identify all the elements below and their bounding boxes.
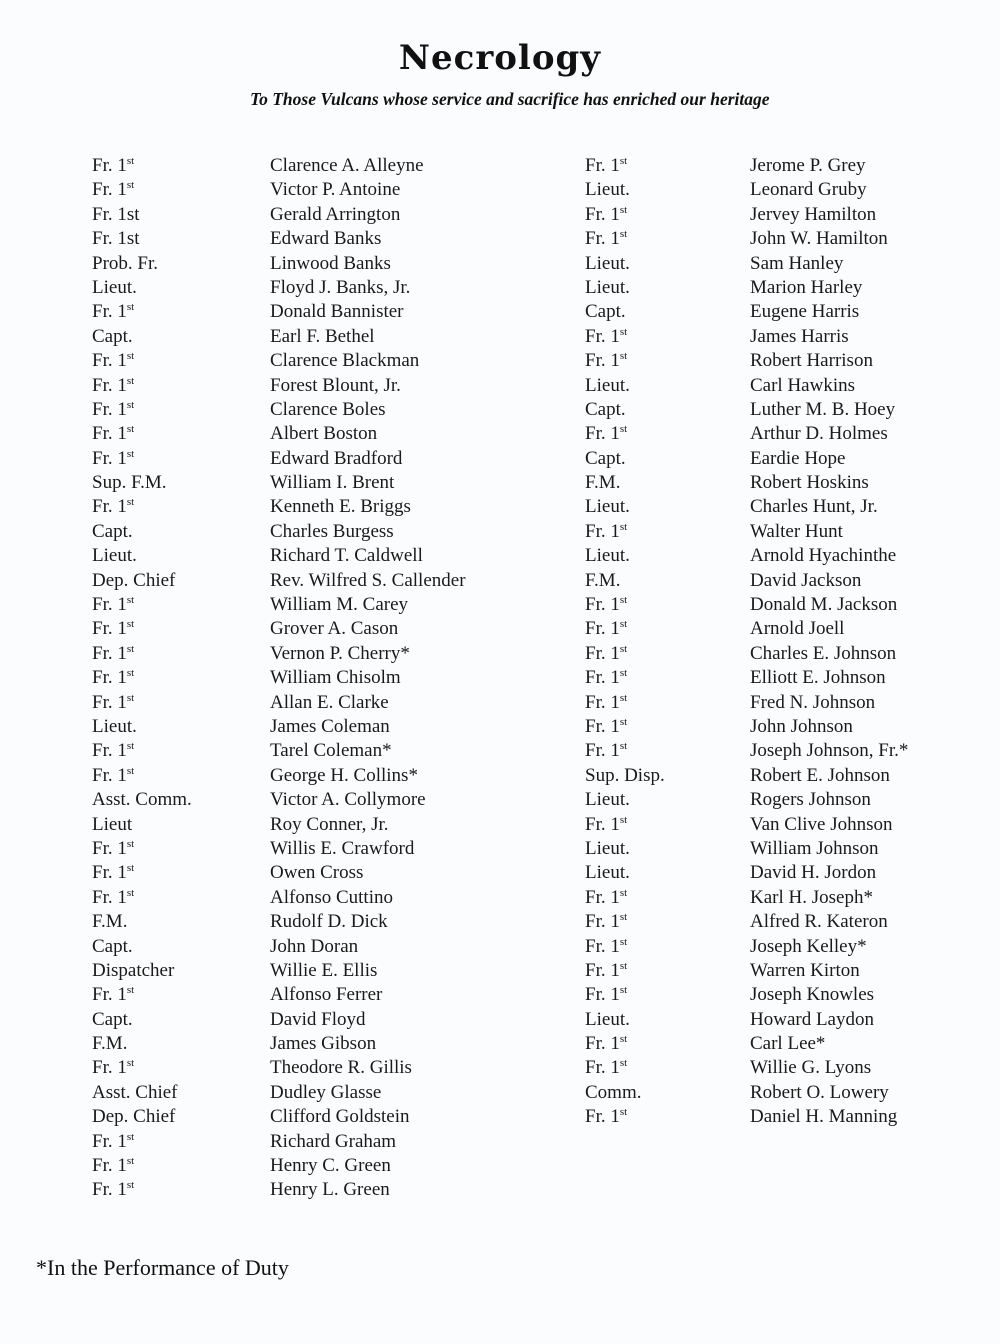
entry-rank-text: Fr. 1 xyxy=(92,398,127,420)
entry-rank xyxy=(92,861,134,887)
entry-rank xyxy=(92,569,175,593)
entry-name: Earl F. Bethel xyxy=(270,325,375,347)
entry-rank-text: Lieut. xyxy=(92,276,137,298)
entry-name: James Gibson xyxy=(270,1033,377,1055)
entry-rank xyxy=(92,447,134,473)
entry-rank-suffix: st xyxy=(126,667,135,680)
entry-rank xyxy=(585,252,630,276)
entry-name: Linwood Banks xyxy=(270,252,391,274)
entry-rank-text: F.M. xyxy=(585,472,621,494)
entry-name: Jerome P. Grey xyxy=(750,155,866,176)
entry-rank-suffix: st xyxy=(619,1057,628,1070)
entry-rank xyxy=(585,154,627,180)
entry-rank xyxy=(92,983,134,1009)
entry-name: John Doran xyxy=(270,935,359,957)
entry-rank-text: Fr. 1 xyxy=(92,594,127,616)
entry-rank-text: Capt. xyxy=(92,325,133,347)
entry-rank-text: Fr. 1 xyxy=(92,1130,127,1152)
entry-rank xyxy=(585,569,620,593)
entry-name: Willie G. Lyons xyxy=(750,1057,872,1079)
entry-rank xyxy=(92,276,137,300)
entry-name: Tarel Coleman* xyxy=(270,740,392,762)
entry-rank xyxy=(585,959,627,985)
entry-rank-text: Fr. 1 xyxy=(92,447,127,469)
entry-rank-text: Fr. 1 xyxy=(585,911,620,933)
entry-name: Daniel H. Manning xyxy=(750,1106,898,1128)
entry-name: John W. Hamilton xyxy=(750,228,888,250)
entry-rank xyxy=(585,520,627,546)
entry-rank-text: Fr. 1st xyxy=(92,203,140,225)
entry-name: Marion Harley xyxy=(750,276,863,298)
entry-rank-suffix: st xyxy=(619,325,628,338)
entry-name: Willis E. Crawford xyxy=(270,837,415,859)
entry-rank-suffix: st xyxy=(126,496,135,509)
entry-rank xyxy=(92,617,134,643)
entry-rank xyxy=(92,203,140,227)
entry-rank-text: Capt. xyxy=(92,1008,133,1030)
entry-name: Albert Boston xyxy=(270,423,378,445)
entry-rank xyxy=(92,910,127,934)
entry-name: Van Clive Johnson xyxy=(750,813,893,835)
entry-name: Willie E. Ellis xyxy=(270,959,378,981)
entry-rank xyxy=(92,715,137,739)
entry-name: William Johnson xyxy=(750,837,879,859)
entry-rank xyxy=(92,593,134,619)
entry-rank-text: Fr. 1 xyxy=(585,1106,620,1128)
entry-name: Joseph Kelley* xyxy=(750,935,867,957)
entry-name: David Jackson xyxy=(750,569,862,591)
entry-name: Richard Graham xyxy=(270,1130,397,1152)
entry-rank-text: Lieut. xyxy=(585,837,630,859)
entry-rank-text: Fr. 1 xyxy=(585,935,620,957)
entry-name: Howard Laydon xyxy=(750,1008,874,1030)
entry-rank xyxy=(585,349,627,375)
entry-rank-suffix: st xyxy=(126,764,135,777)
entry-rank xyxy=(585,935,627,961)
entry-rank-text: Fr. 1 xyxy=(92,155,127,176)
entry-rank-suffix: st xyxy=(619,935,628,948)
entry-rank xyxy=(585,739,627,765)
entry-rank xyxy=(92,1008,133,1032)
entry-rank-text: F.M. xyxy=(585,569,621,591)
entry-rank xyxy=(585,227,627,253)
entry-rank-text: Fr. 1 xyxy=(92,764,127,786)
entry-rank-text: Sup. F.M. xyxy=(92,472,167,494)
entry-rank-suffix: st xyxy=(126,350,135,363)
entry-name: Karl H. Joseph* xyxy=(750,886,873,908)
entry-rank xyxy=(585,715,627,741)
entry-name: Theodore R. Gillis xyxy=(270,1057,412,1079)
entry-name: Floyd J. Banks, Jr. xyxy=(270,276,411,298)
entry-rank xyxy=(92,935,133,959)
entry-rank xyxy=(585,300,626,324)
entry-rank-suffix: st xyxy=(619,520,628,533)
entry-rank xyxy=(92,1105,175,1129)
entry-rank-suffix: st xyxy=(619,155,628,167)
entry-rank xyxy=(92,739,134,765)
entry-rank-text: Fr. 1 xyxy=(92,301,127,323)
entry-rank-text: Lieut xyxy=(92,813,133,835)
entry-rank xyxy=(585,666,627,692)
entry-rank-text: Fr. 1 xyxy=(92,984,127,1006)
entry-rank xyxy=(92,520,133,544)
entry-rank-text: Fr. 1 xyxy=(92,496,127,518)
entry-rank-text: Prob. Fr. xyxy=(92,252,158,274)
entry-rank xyxy=(585,325,627,351)
entry-rank-text: Comm. xyxy=(585,1081,642,1103)
entry-name: James Harris xyxy=(750,325,849,347)
entry-rank xyxy=(585,422,627,448)
entry-name: Edward Bradford xyxy=(270,447,403,469)
entry-name: Fred N. Johnson xyxy=(750,691,876,713)
entry-rank-text: Fr. 1 xyxy=(585,618,620,640)
entry-name: Jervey Hamilton xyxy=(750,203,877,225)
entry-name: George H. Collins* xyxy=(270,764,418,786)
entry-rank-text: Fr. 1 xyxy=(92,1179,127,1201)
entry-rank-suffix: st xyxy=(126,837,135,850)
entry-rank xyxy=(585,593,627,619)
entry-rank xyxy=(92,813,132,837)
entry-rank-text: Fr. 1 xyxy=(92,374,127,396)
entry-rank xyxy=(92,544,137,568)
entry-name: David Floyd xyxy=(270,1008,366,1030)
entry-rank-text: Lieut. xyxy=(92,715,137,737)
entry-rank-text: Lieut. xyxy=(585,252,630,274)
entry-rank-text: Asst. Comm. xyxy=(92,789,192,811)
entry-rank-suffix: st xyxy=(619,813,628,826)
entry-name: Warren Kirton xyxy=(750,959,860,981)
entry-rank-suffix: st xyxy=(126,740,135,753)
entry-rank-suffix: st xyxy=(619,911,628,924)
entry-name: Kenneth E. Briggs xyxy=(270,496,411,518)
entry-rank-text: Dep. Chief xyxy=(92,1106,176,1128)
entry-rank-text: Fr. 1 xyxy=(585,740,620,762)
entry-rank-text: Fr. 1 xyxy=(585,423,620,445)
entry-name: Roy Conner, Jr. xyxy=(270,813,389,835)
entry-rank-text: Fr. 1 xyxy=(585,1057,620,1079)
entry-rank-suffix: st xyxy=(619,618,628,631)
entry-rank xyxy=(585,398,626,422)
entry-name: John Johnson xyxy=(750,715,853,737)
entry-rank-text: Lieut. xyxy=(585,374,630,396)
entry-rank xyxy=(92,495,134,521)
entry-name: Robert E. Johnson xyxy=(750,764,890,786)
entry-rank-suffix: st xyxy=(619,886,628,899)
entry-name: Grover A. Cason xyxy=(270,618,399,640)
entry-rank-text: Fr. 1 xyxy=(585,959,620,981)
entry-rank xyxy=(585,1105,627,1131)
footnote: *In the Performance of Duty xyxy=(36,1255,289,1280)
entry-rank xyxy=(585,374,630,398)
entry-name: Alfonso Cuttino xyxy=(270,886,393,908)
entry-rank-text: Fr. 1 xyxy=(92,1057,127,1079)
entry-rank xyxy=(585,178,630,202)
entry-rank xyxy=(92,349,134,375)
entry-name: Rogers Johnson xyxy=(750,789,871,811)
entry-rank xyxy=(585,1032,627,1058)
entry-name: Charles Burgess xyxy=(270,520,394,542)
entry-rank xyxy=(585,764,665,788)
entry-name: Clarence Boles xyxy=(270,398,386,420)
entry-rank-text: Fr. 1 xyxy=(92,862,127,884)
entry-rank-suffix: st xyxy=(126,423,135,436)
entry-rank xyxy=(585,886,627,912)
entry-rank xyxy=(585,861,630,885)
entry-rank-text: Fr. 1 xyxy=(585,228,620,250)
entry-rank-text: Fr. 1 xyxy=(92,179,127,201)
entry-rank xyxy=(585,691,627,717)
entry-rank-suffix: st xyxy=(126,1130,135,1143)
entry-rank xyxy=(92,325,133,349)
entry-rank xyxy=(92,178,134,204)
entry-name: Victor P. Antoine xyxy=(270,179,401,201)
entry-rank xyxy=(92,886,134,912)
entry-rank-text: Lieut. xyxy=(92,545,137,567)
entry-rank-text: Asst. Chief xyxy=(92,1081,178,1103)
entry-name: Alfred R. Kateron xyxy=(750,911,888,933)
entry-rank-suffix: st xyxy=(126,398,135,411)
entry-name: William Chisolm xyxy=(270,667,401,689)
entry-rank xyxy=(585,788,630,812)
entry-name: Eugene Harris xyxy=(750,301,860,323)
entry-rank-text: Capt. xyxy=(92,935,133,957)
entry-name: Vernon P. Cherry* xyxy=(270,642,410,664)
entry-name: Alfonso Ferrer xyxy=(270,984,383,1006)
entry-name: Robert O. Lowery xyxy=(750,1081,889,1103)
entry-rank-suffix: st xyxy=(619,984,628,997)
entry-rank xyxy=(92,154,134,180)
entry-rank-text: Capt. xyxy=(585,398,626,420)
entry-rank-suffix: st xyxy=(619,594,628,607)
entry-rank xyxy=(92,471,167,495)
entry-rank-text: Fr. 1 xyxy=(585,813,620,835)
entry-rank-text: Fr. 1 xyxy=(585,886,620,908)
entry-rank-text: Dispatcher xyxy=(92,959,175,981)
entry-rank-text: Fr. 1 xyxy=(585,594,620,616)
entry-rank-suffix: st xyxy=(619,1033,628,1046)
entry-rank-suffix: st xyxy=(126,301,135,314)
entry-rank xyxy=(92,422,134,448)
entry-rank-suffix: st xyxy=(126,642,135,655)
entry-rank-text: Fr. 1 xyxy=(585,350,620,372)
entry-rank-text: Fr. 1 xyxy=(92,350,127,372)
entry-rank-text: F.M. xyxy=(92,1033,128,1055)
entry-name: Henry L. Green xyxy=(270,1179,390,1201)
entry-rank xyxy=(585,813,627,839)
entry-rank-suffix: st xyxy=(126,179,135,192)
entry-name: Carl Hawkins xyxy=(750,374,856,396)
entry-name: Eardie Hope xyxy=(750,447,846,469)
entry-rank xyxy=(585,471,620,495)
entry-name: Donald M. Jackson xyxy=(750,594,898,616)
entry-name: Arnold Hyachinthe xyxy=(750,545,897,567)
entry-rank xyxy=(92,1178,134,1204)
entry-rank-text: Lieut. xyxy=(585,862,630,884)
entry-rank-suffix: st xyxy=(126,447,135,460)
entry-rank-suffix: st xyxy=(619,642,628,655)
entry-rank xyxy=(92,959,174,983)
entry-rank-text: Fr. 1st xyxy=(92,228,140,250)
entry-rank xyxy=(92,300,134,326)
entry-name: Sam Hanley xyxy=(750,252,844,274)
entry-rank-text: Fr. 1 xyxy=(92,423,127,445)
entry-rank xyxy=(92,666,134,692)
entry-rank xyxy=(92,764,134,790)
entry-rank-suffix: st xyxy=(126,984,135,997)
entry-rank xyxy=(585,642,627,668)
entry-rank xyxy=(585,447,626,471)
entry-rank-text: Dep. Chief xyxy=(92,569,176,591)
entry-rank-text: Fr. 1 xyxy=(92,642,127,664)
entry-rank-text: Lieut. xyxy=(585,276,630,298)
entry-rank xyxy=(92,1032,127,1056)
entry-rank-text: Fr. 1 xyxy=(585,715,620,737)
entry-name: William I. Brent xyxy=(270,472,395,494)
entry-rank-suffix: st xyxy=(619,228,628,241)
entry-rank-suffix: st xyxy=(619,715,628,728)
page-subtitle: To Those Vulcans whose service and sacrifice has enriched our heritage xyxy=(250,89,770,109)
entry-rank xyxy=(92,788,192,812)
entry-name: Leonard Gruby xyxy=(750,179,867,201)
entry-rank-suffix: st xyxy=(126,618,135,631)
entry-rank-suffix: st xyxy=(126,1179,135,1192)
entry-rank xyxy=(585,1081,641,1105)
entry-name: David H. Jordon xyxy=(750,862,877,884)
entry-rank xyxy=(585,1008,630,1032)
entry-rank-suffix: st xyxy=(126,594,135,607)
entry-rank xyxy=(92,227,140,251)
entry-rank-suffix: st xyxy=(619,667,628,680)
entry-name: Robert Harrison xyxy=(750,350,873,372)
entry-rank-suffix: st xyxy=(126,886,135,899)
entry-name: Clarence Blackman xyxy=(270,350,420,372)
entry-rank-text: Fr. 1 xyxy=(585,642,620,664)
entry-rank xyxy=(92,1056,134,1082)
entry-name: Charles E. Johnson xyxy=(750,642,897,664)
entry-rank-suffix: st xyxy=(126,691,135,704)
entry-rank-text: Capt. xyxy=(585,447,626,469)
entry-rank-suffix: st xyxy=(619,959,628,972)
entry-rank-suffix: st xyxy=(619,691,628,704)
entry-name: Allan E. Clarke xyxy=(270,691,389,713)
entry-name: Owen Cross xyxy=(270,862,364,884)
entry-rank-text: Fr. 1 xyxy=(585,1033,620,1055)
entry-rank-text: F.M. xyxy=(92,911,128,933)
entry-name: Donald Bannister xyxy=(270,301,404,323)
entry-name: William M. Carey xyxy=(270,594,409,616)
entry-name: Gerald Arrington xyxy=(270,203,401,225)
entry-rank-text: Lieut. xyxy=(585,1008,630,1030)
entry-rank xyxy=(92,837,134,863)
entry-rank-text: Fr. 1 xyxy=(585,203,620,225)
entry-rank-text: Fr. 1 xyxy=(585,667,620,689)
entry-rank-suffix: st xyxy=(126,1057,135,1070)
entry-rank-text: Capt. xyxy=(92,520,133,542)
entry-name: Carl Lee* xyxy=(750,1033,826,1055)
entry-name: Arthur D. Holmes xyxy=(750,423,888,445)
entry-name: Robert Hoskins xyxy=(750,472,869,494)
entry-rank-suffix: st xyxy=(126,862,135,875)
entry-rank-suffix: st xyxy=(126,155,135,167)
entry-rank-text: Fr. 1 xyxy=(585,325,620,347)
entry-rank-suffix: st xyxy=(619,1106,628,1119)
entry-name: Dudley Glasse xyxy=(270,1081,382,1103)
entry-name: Clifford Goldstein xyxy=(270,1106,410,1128)
entry-rank xyxy=(585,983,627,1009)
entry-rank-suffix: st xyxy=(619,350,628,363)
entry-name: Clarence A. Alleyne xyxy=(270,155,424,176)
entry-rank xyxy=(92,374,134,400)
entry-name: Joseph Knowles xyxy=(750,984,875,1006)
entry-rank-text: Lieut. xyxy=(585,545,630,567)
entry-rank-suffix: st xyxy=(619,203,628,216)
entry-name: Rudolf D. Dick xyxy=(270,911,388,933)
entry-rank xyxy=(92,398,134,424)
entry-name: Arnold Joell xyxy=(750,618,845,640)
entry-rank-text: Fr. 1 xyxy=(92,740,127,762)
entry-rank xyxy=(92,1154,134,1180)
entry-name: Victor A. Collymore xyxy=(270,789,426,811)
entry-rank xyxy=(92,252,158,276)
entry-rank xyxy=(92,642,134,668)
entry-rank-text: Fr. 1 xyxy=(92,618,127,640)
entry-rank-text: Lieut. xyxy=(585,179,630,201)
entry-rank-text: Fr. 1 xyxy=(92,886,127,908)
entry-rank xyxy=(585,203,627,229)
entry-rank-text: Sup. Disp. xyxy=(585,764,665,786)
entry-name: James Coleman xyxy=(270,715,390,737)
entry-name: Edward Banks xyxy=(270,228,382,250)
entry-rank-text: Fr. 1 xyxy=(585,691,620,713)
entry-rank xyxy=(92,1130,134,1156)
entry-name: Richard T. Caldwell xyxy=(270,545,423,567)
entry-name: Henry C. Green xyxy=(270,1155,391,1177)
entry-rank xyxy=(585,1056,627,1082)
entry-name: Charles Hunt, Jr. xyxy=(750,496,878,518)
entry-name: Joseph Johnson, Fr.* xyxy=(750,740,909,762)
entry-rank-suffix: st xyxy=(619,740,628,753)
entry-name: Walter Hunt xyxy=(750,520,843,542)
entry-rank-text: Fr. 1 xyxy=(585,155,620,176)
entry-rank xyxy=(585,837,630,861)
entry-rank-text: Lieut. xyxy=(585,496,630,518)
entry-rank-suffix: st xyxy=(126,374,135,387)
entry-rank-text: Fr. 1 xyxy=(585,984,620,1006)
entry-name: Elliott E. Johnson xyxy=(750,667,886,689)
entry-rank xyxy=(92,1081,178,1105)
entry-rank-suffix: st xyxy=(619,423,628,436)
page-title: Necrology xyxy=(398,38,602,78)
entry-rank xyxy=(585,910,627,936)
entry-rank-text: Fr. 1 xyxy=(585,520,620,542)
entry-name: Rev. Wilfred S. Callender xyxy=(270,569,466,591)
entry-rank-text: Fr. 1 xyxy=(92,691,127,713)
entry-rank xyxy=(585,495,630,519)
entry-name: Forest Blount, Jr. xyxy=(270,374,401,396)
entry-rank-text: Fr. 1 xyxy=(92,837,127,859)
entry-rank xyxy=(585,544,630,568)
entry-rank-text: Fr. 1 xyxy=(92,667,127,689)
entry-rank-text: Capt. xyxy=(585,301,626,323)
entry-rank-text: Lieut. xyxy=(585,789,630,811)
entry-rank-suffix: st xyxy=(126,1155,135,1168)
entry-rank xyxy=(585,276,630,300)
entry-rank-text: Fr. 1 xyxy=(92,1155,127,1177)
entry-rank xyxy=(585,617,627,643)
entry-rank xyxy=(92,691,134,717)
entry-name: Luther M. B. Hoey xyxy=(750,398,896,420)
